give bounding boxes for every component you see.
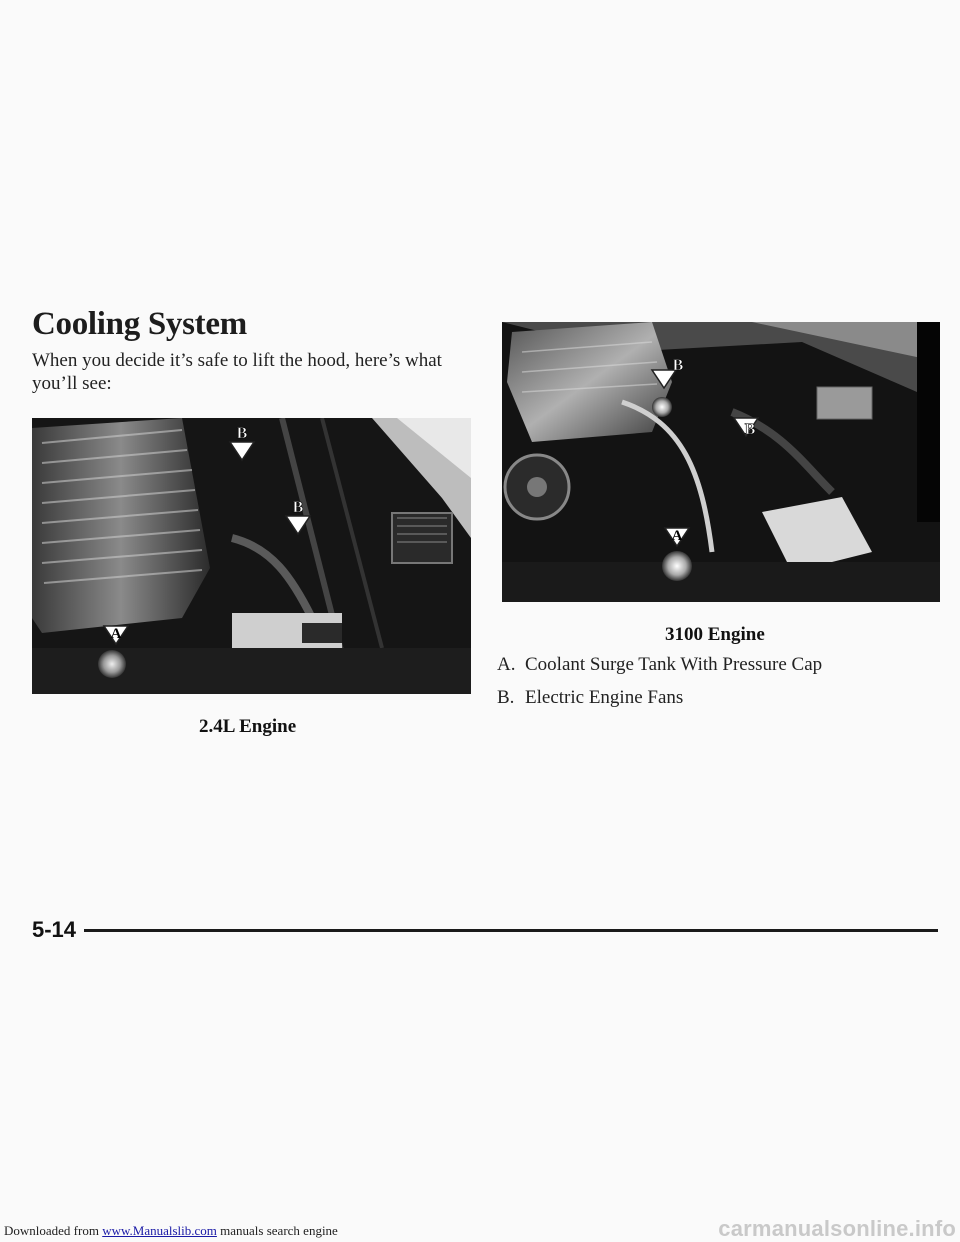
intro-text: When you decide it’s safe to lift the hood, here’s what you’ll see: — [32, 350, 442, 394]
engine-photo-3100 — [502, 322, 940, 602]
legend-text: Coolant Surge Tank With Pressure Cap — [525, 654, 823, 675]
brand-watermark: carmanualsonline.info — [718, 1216, 956, 1241]
page-number: 5-14 — [32, 917, 77, 942]
svg-text:B: B — [236, 425, 248, 442]
caption-3100-engine: 3100 Engine — [665, 624, 765, 645]
footer-suffix: manuals search engine — [216, 1223, 338, 1238]
page-rule — [84, 929, 938, 932]
engine-photo-2-4l — [32, 418, 471, 694]
svg-text:B: B — [672, 357, 684, 374]
legend-item-a — [497, 654, 822, 676]
svg-text:B: B — [292, 499, 304, 516]
footer-prefix: Downloaded from — [4, 1223, 103, 1238]
manualslib-link[interactable]: www.Manualslib.com — [102, 1223, 217, 1238]
legend-text: Electric Engine Fans — [525, 687, 684, 708]
legend-key: A. — [497, 654, 516, 675]
download-footer — [4, 1223, 338, 1239]
svg-text:A: A — [671, 528, 683, 544]
page-title: Cooling System — [32, 306, 247, 342]
svg-text:A: A — [110, 626, 122, 642]
legend-item-b — [497, 687, 683, 709]
legend-key: B. — [497, 687, 515, 708]
svg-text:B: B — [744, 421, 756, 438]
caption-2-4l-engine: 2.4L Engine — [199, 716, 297, 737]
